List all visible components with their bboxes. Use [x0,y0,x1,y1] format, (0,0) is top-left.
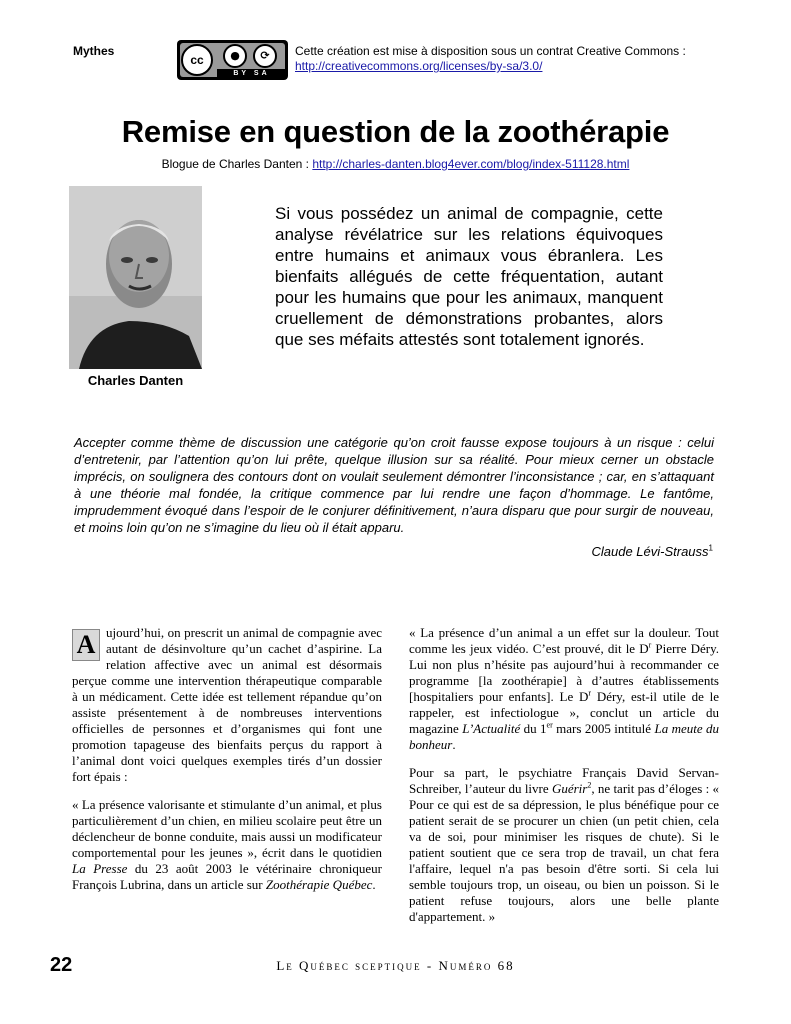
drop-cap: A [72,629,100,661]
paragraph-text: ujourd’hui, on prescrit un animal de compagnie avec autant de désinvolture qu’un cachet d’aspirine. La relation affective avec un animal est désormais perçue comme une intervention thérapeutique comparable à un médicament. Cette idée est tellement répandue qu’on assiste présentement à de nombreuses interventions officielles de personnes et d’organismes qui font une promotion tapageuse des bienfaits perçus du rapport à l’animal dont voici quelques exemples tirés d’un dossier fort épais : [72,625,382,784]
left-column [72,625,382,905]
superscript: er [546,720,553,730]
paragraph-text: « La présence valorisante et stimulante d’un animal, et plus particulièrement d’un chien, en milieu scolaire peut être un déclencheur de bonne conduite, mais aussi un modificateur comportemental pour les jeunes », écrit dans le quotidien [72,797,382,860]
epigraph-author-name: Claude Lévi-Strauss [591,544,709,559]
publication-name: La Presse [72,861,128,876]
paragraph-text: . [452,737,456,752]
publication-name: L’Actualité [462,721,521,736]
paragraph-text: du 23 août 2003 le vétérinaire chroniqueur François Lubrina, dans un article sur [72,861,383,892]
footnote-ref-2: 2 [587,780,592,790]
paragraph-text: du 1 [523,721,547,736]
author-photo [69,186,202,369]
paragraph-text: mars 2005 intitulé [556,721,652,736]
paragraph-text: « La présence d’un animal a un effet sur la douleur. Tout comme les jeux vidéo. C’est prouvé, dit le D [409,625,719,656]
author-portrait-drawing [69,186,202,369]
license-link[interactable]: http://creativecommons.org/licenses/by-sa/3.0/ [295,59,543,73]
paragraph [72,625,382,785]
share-alike-icon: ⟳ [253,44,277,68]
section-label: Mythes [73,44,115,58]
cc-license-band: BY SA [217,69,286,78]
article-name: La meute du bonheur [409,721,720,752]
cc-icon: cc [181,44,213,76]
license-notice [295,44,686,74]
publication-footer: Le Québec sceptique - Numéro 68 [276,958,515,973]
paragraph-text: . [372,877,376,892]
book-title: Guérir [551,781,588,796]
paragraph-text: Déry, est-il utile de le rappeler, est infectiologue », conclut un article du magazine [409,689,720,736]
epigraph-author [591,544,713,559]
epigraph-quote: Accepter comme thème de discussion une catégorie qu’on croit fausse expose toujours à un risque : celui d’entretenir, par l’attention qu’on lui prête, quelque illusion sur sa réalité. Pour mieux cerner un obstacle imprécis, on soulignera des contours dont on voulait seulement démontrer l’inconsistance ; car, en s’attaquant à une théorie mal fondée, la critique commence par lui rendre une façon d’hommage. Le fantôme, imprudemment évoqué dans l’espoir de le conjurer définitivement, n’aura disparu que pour surgir de nouveau, et moins loin qu’on ne s’imagine du lieu où il était apparu. [74,435,714,535]
attribution-icon: ● [223,44,247,68]
blog-reference [0,157,791,171]
blog-label: Blogue de Charles Danten : [161,157,309,171]
creative-commons-badge[interactable] [177,40,288,80]
paragraph [72,797,382,893]
superscript: r [648,640,652,650]
article-lead: Si vous possédez un animal de compagnie, cette analyse révélatrice sur les relations équivoques entre humains et animaux vous ébranlera. Les bienfaits allégués de cette fréquentation, autant pour les humains que pour les animaux, manquent cruellement de démonstrations probantes, alors que ses méfaits attestés sont totalement ignorés. [275,204,663,349]
page-number: 22 [50,954,73,976]
paragraph [409,765,719,925]
paragraph-text: Pour sa part, le psychiatre Français David Servan-Schreiber, l’auteur du livre [409,765,719,796]
author-photo-caption: Charles Danten [87,373,184,388]
paragraph [409,625,719,753]
paragraph-text: , ne tarit pas d’éloges : « Pour ce qui est de sa dépression, le plus bénéfique pour ce patient serait de se procurer un chien (un petit chien, cela va de soi, pour minimiser les risques de chute). Si le patient soutient que ce sera trop de travail, un chat fera l'affaire, lequel n'a pas besoin d'être sorti. Si cela lui semble toujours trop, un oiseau, ou bien un poisson. Si le patient refuse toujours, alors une belle plante d'appartement. » [409,781,720,924]
right-column [409,625,719,937]
publication-name: Zoothérapie Québec [265,877,373,892]
superscript: r [588,688,592,698]
paragraph-text: Pierre Déry. Lui non plus n’hésite pas aujourd’hui à recommander ce programme [la zoothérapie] à d’autres établissements [hospitaliers pour enfants]. Le D [409,641,719,704]
article-title: Remise en question de la zoothérapie [121,114,670,149]
license-text: Cette création est mise à disposition sous un contrat Creative Commons : [295,44,686,58]
footnote-ref-1: 1 [708,543,713,553]
blog-link[interactable]: http://charles-danten.blog4ever.com/blog/index-511128.html [312,157,630,171]
